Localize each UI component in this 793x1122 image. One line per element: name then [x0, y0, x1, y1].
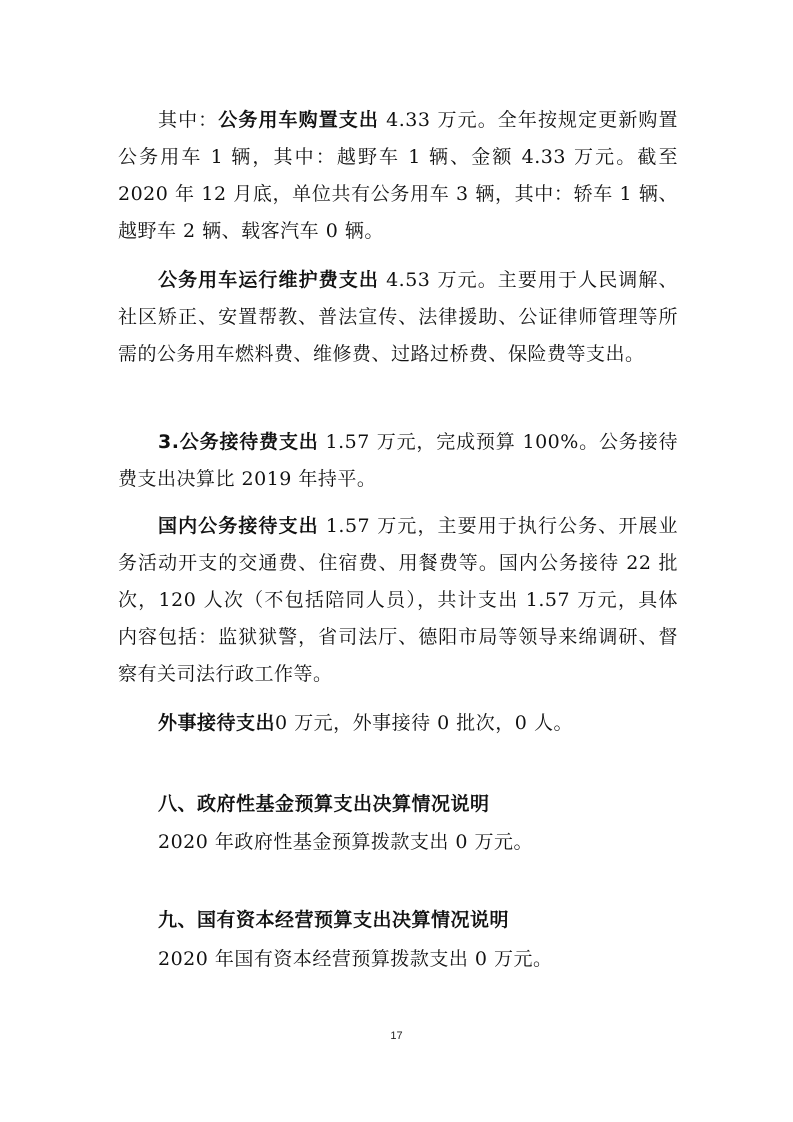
paragraph-lead: 公务用车运行维护费支出 — [158, 269, 379, 291]
paragraph-domestic-reception — [118, 508, 678, 693]
section-body-state-capital: 2020 年国有资本经营预算拨款支出 0 万元。 — [158, 948, 553, 970]
paragraph-text: 1.57 万元，完成预算 100%。公务接待费支出决算比 2019 年持平。 — [118, 431, 678, 490]
paragraph-text: 4.33 万元。全年按规定更新购置公务用车 1 辆，其中：越野车 1 辆、金额 4.33 万元。截至 2020 年 12 月底，单位共有公务用车 3 辆，其中：轿车 1 辆、越野车 2 辆、载客汽车 0 辆。 — [118, 109, 678, 242]
paragraph-vehicle-purchase — [118, 102, 678, 250]
paragraph-vehicle-maintenance — [118, 262, 678, 373]
paragraph-foreign-reception — [118, 705, 678, 742]
paragraph-prefix: 其中： — [158, 109, 219, 131]
section-heading-state-capital: 九、国有资本经营预算支出决算情况说明 — [158, 909, 510, 931]
section-heading-government-fund: 八、政府性基金预算支出决算情况说明 — [158, 793, 490, 815]
paragraph-lead: 公务用车购置支出 — [218, 109, 379, 131]
paragraph-reception-expense — [118, 424, 678, 498]
page-number: 17 — [390, 1030, 403, 1042]
paragraph-lead: 国内公务接待支出 — [158, 515, 319, 537]
section-body-government-fund: 2020 年政府性基金预算拨款支出 0 万元。 — [158, 831, 534, 853]
paragraph-lead: 外事接待支出 — [158, 712, 276, 734]
paragraph-text: 1.57 万元，主要用于执行公务、开展业务活动开支的交通费、住宿费、用餐费等。国内公务接待 22 批次，120 人次（不包括陪同人员），共计支出 1.57 万元，具体内容包括：监狱狱警，省司法厅、德阳市局等领导来绵调研、督察有关司法行政工作等。 — [118, 515, 678, 685]
paragraph-lead: 3.公务接待费支出 — [158, 431, 319, 453]
paragraph-text: 4.53 万元。主要用于人民调解、社区矫正、安置帮教、普法宣传、法律援助、公证律师管理等所需的公务用车燃料费、维修费、过路过桥费、保险费等支出。 — [118, 269, 678, 365]
paragraph-text: 0 万元，外事接待 0 批次，0 人。 — [275, 712, 573, 734]
